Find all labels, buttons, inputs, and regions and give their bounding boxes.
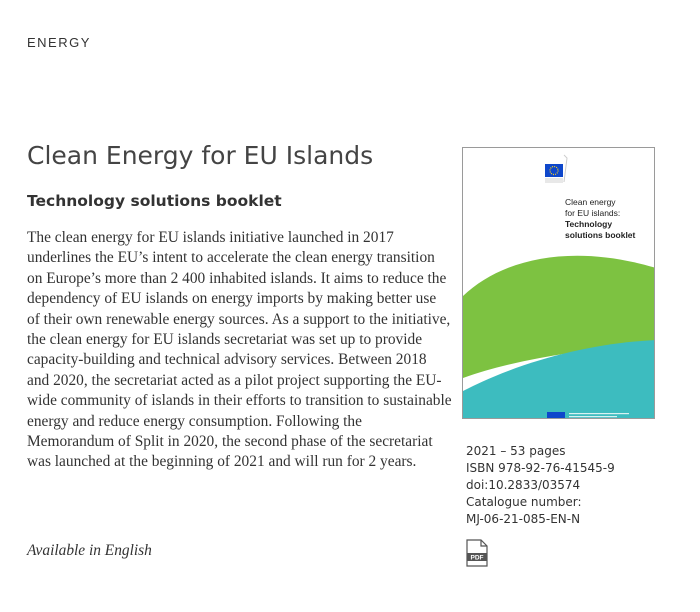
publication-title: Clean Energy for EU Islands bbox=[27, 141, 374, 170]
cover-footer-logo bbox=[547, 412, 565, 418]
cover-subtitle-line: Technology bbox=[565, 219, 613, 229]
catalogue-number: MJ-06-21-085-EN-N bbox=[466, 512, 581, 526]
publication-metadata bbox=[466, 443, 615, 528]
isbn: ISBN 978-92-76-41545-9 bbox=[466, 461, 615, 475]
year-pages: 2021 – 53 pages bbox=[466, 444, 566, 458]
eu-flag-icon bbox=[545, 155, 567, 183]
catalogue-label: Catalogue number: bbox=[466, 495, 582, 509]
pdf-icon bbox=[466, 539, 488, 567]
cover-title-line: Clean energy bbox=[565, 197, 616, 207]
cover-subtitle-line: solutions booklet bbox=[565, 230, 636, 240]
pdf-download-link[interactable] bbox=[466, 539, 488, 567]
cover-title-line: for EU islands: bbox=[565, 208, 621, 218]
cover-image[interactable] bbox=[462, 147, 655, 419]
pdf-icon-label: PDF bbox=[470, 554, 484, 562]
cover-artwork bbox=[463, 148, 655, 419]
doi: doi:10.2833/03574 bbox=[466, 478, 581, 492]
cover-title bbox=[565, 197, 635, 241]
publication-subtitle: Technology solutions booklet bbox=[27, 192, 282, 210]
available-languages: Available in English bbox=[27, 542, 152, 559]
publication-description: The clean energy for EU islands initiative launched in 2017 underlines the EU’s intent to accelerate the clean energy transition on Europe’s more than 2 400 inhabited islands. It aims to reduce the dependency of EU islands on energy imports by making better use of their own renewable energy sources. As a support to the initiative, the clean energy for EU islands secretariat was set up to provide capacity-building and technical advisory services. Between 2018 and 2020, the secretariat acted as a pilot project supporting the EU-wide community of islands in their efforts to transition to sustainable energy and reduce energy consumption. Following the Memorandum of Split in 2020, the second phase of the secretariat was launched at the beginning of 2021 and will run for 2 years. bbox=[27, 229, 452, 471]
section-label: ENERGY bbox=[27, 35, 91, 50]
